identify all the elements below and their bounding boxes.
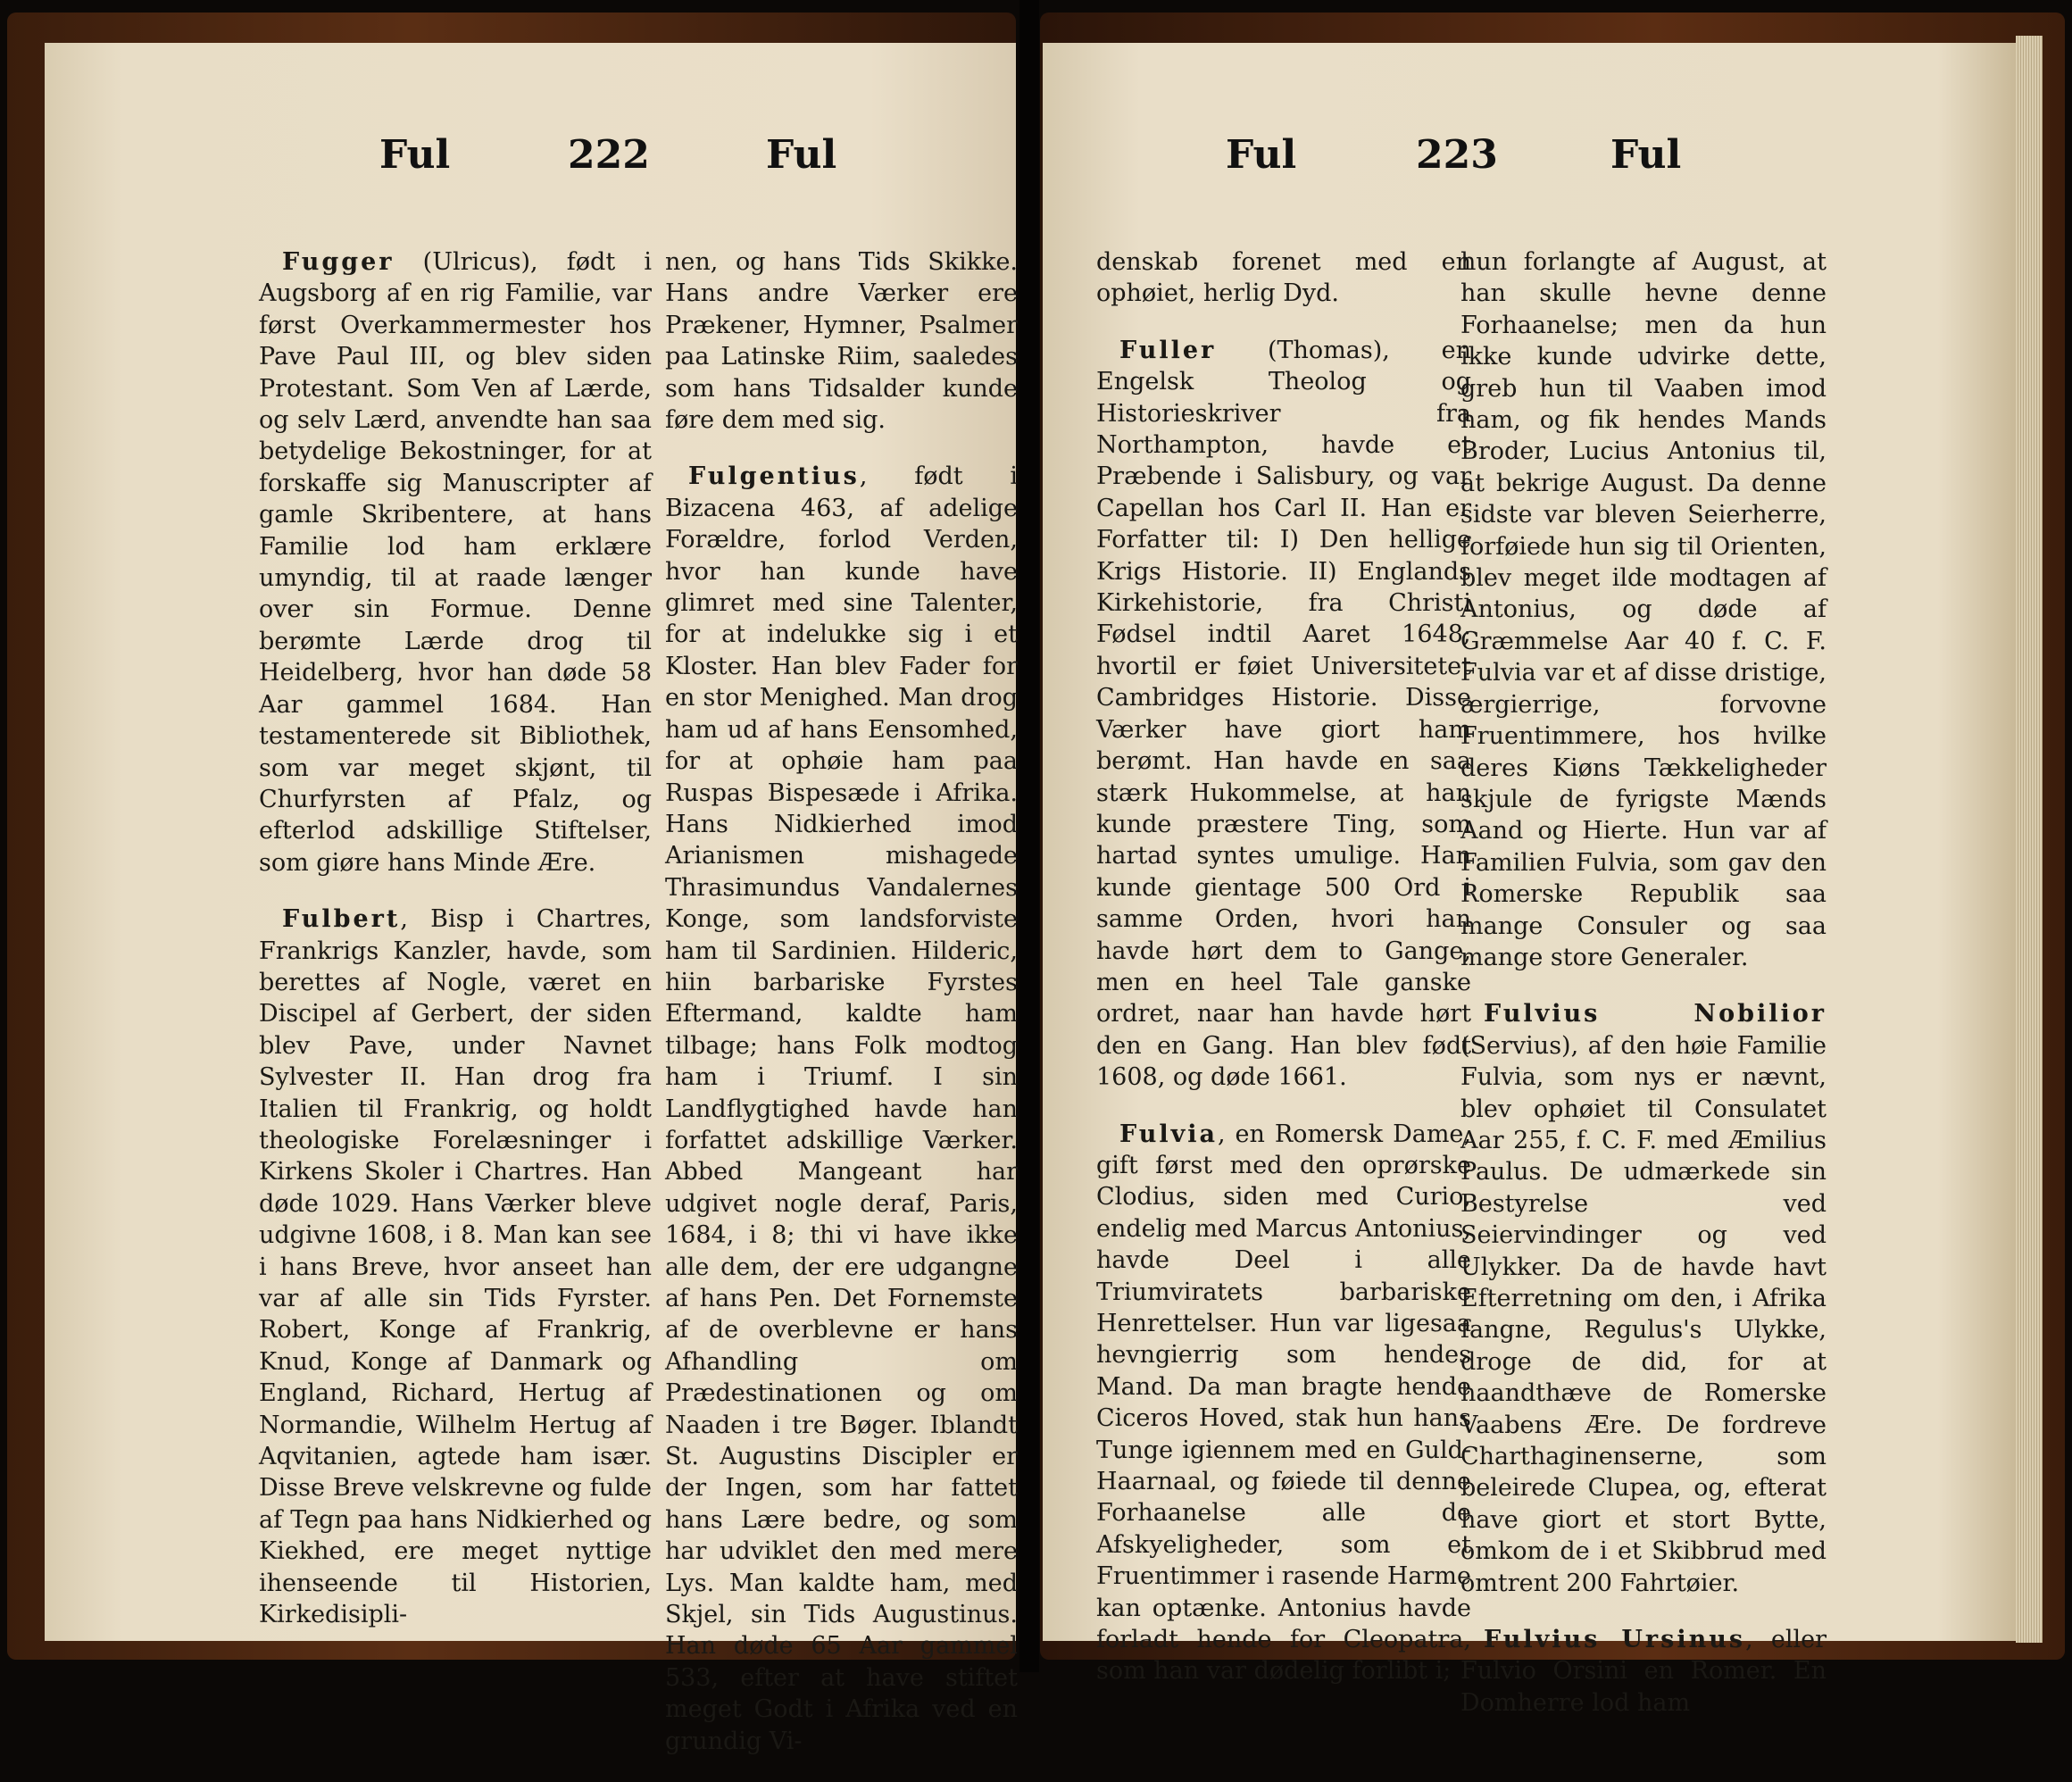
- dictionary-entry: [665, 461, 1018, 1757]
- dictionary-entry: [1096, 1119, 1471, 1687]
- entry-text: (Ulricus), født i Augsborg af en rig Familie, var først Overkammermester hos Pave Paul III, og blev siden Protestant. Som Ven af Lærde, og selv Lærd, anvendte han saa betydelige Bekostninger, for at forskaffe sig Manuscripter af gamle Skribentere, at hans Familie lod ham erklære umyndig, til at raade længer over sin Formue. Denne berømte Lærde drog til Heidelberg, hvor han døde 58 Aar gammel 1684. Han testamenterede sit Bibliothek, som var meget skjønt, til Churfyrsten af Pfalz, og efterlod adskillige Stiftelser, som giøre hans Minde Ære.: [259, 248, 652, 877]
- entry-text: hun forlangte af August, at han skulle hevne denne Forhaanelse; men da hun ikke kunde udvirke dette, greb hun til Vaaben imod ham, og fik hendes Mands Broder, Lucius Antonius til, at bekrige August. Da denne sidste var bleven Seierherre, forføiede hun sig til Orienten, blev meget ilde modtagen af Antonius, og døde af Græmmelse Aar 40 f. C. F. Fulvia var et af disse dristige, ærgierrige, forvovne Fruentimmere, hos hvilke deres Kiøns Tækkeligheder skjule de fyrigste Mænds Aand og Hierte. Hun var af Familien Fulvia, som gav den Romerske Republik saa mange Consuler og saa mange store Generaler.: [1460, 248, 1827, 971]
- left-header-left-word: Ful: [379, 132, 451, 178]
- entry-text: , født i Bizacena 463, af adelige Forældre, forlod Verden, hvor han kunde have glimret med sine Talenter, for at indelukke sig i et Kloster. Han blev Fader for en stor Menighed. Man drog ham ud af hans Eensomhed, for at ophøie ham paa Ruspas Bispesæde i Afrika. Hans Nidkierhed imod Arianismen mishagede Thrasimundus Vandalernes Konge, som landsforviste ham til Sardinien. Hilderic, hiin barbariske Fyrstes Eftermand, kaldte ham tilbage; hans Folk modtog ham i Triumf. I sin Landflygtighed havde han forfattet adskillige Værker. Abbed Mangeant har udgivet nogle deraf, Paris, 1684, i 8; thi vi have ikke alle dem, der ere udgangne af hans Pen. Det Fornemste af de overblevne er hans Afhandling om Prædestinationen og om Naaden i tre Bøger. Iblandt St. Augustins Discipler er der Ingen, som har fattet hans Lære bedre, og som har udviklet den med mere Lys. Man kaldte ham, med Skjel, sin Tids Augustinus. Han døde 65 Aar gammel 533, efter at have stiftet meget Godt i Afrika ved en grundig Vi-: [665, 462, 1018, 1755]
- dictionary-entry: [1096, 335, 1471, 1094]
- right-page: [1043, 43, 2016, 1717]
- left-page-header: [45, 132, 1016, 204]
- right-page-column-1: [1096, 246, 1471, 1712]
- left-header-right-word: Ful: [766, 132, 837, 178]
- dictionary-entry: [259, 246, 652, 879]
- entry-headword: Fuller: [1119, 336, 1217, 364]
- dictionary-entry: [1460, 998, 1827, 1599]
- left-page: [45, 43, 1018, 1755]
- right-page-header: [1043, 132, 2016, 204]
- entry-headword: Fulvius Nobilior: [1484, 1000, 1827, 1028]
- entry-headword: Fulvius Ursinus: [1484, 1626, 1746, 1654]
- left-page-column-2: [665, 246, 1018, 1782]
- entry-headword: Fulvia: [1119, 1120, 1219, 1148]
- right-page-number: 223: [1416, 132, 1498, 178]
- entry-headword: Fulbert: [282, 905, 401, 934]
- entry-text: (Thomas), en Engelsk Theolog og Historieskriver fra Northampton, havde et Præbende i Salisbury, og var Capellan hos Carl II. Han er Forfatter til: I) Den hellige Krigs Historie. II) Englands Kirkehistorie, fra Christi Fødsel indtil Aaret 1648; hvortil er føiet Universitetet Cambridges Historie. Disse Værker have giort ham berømt. Han havde en saa stærk Hukommelse, at han kunde præstere Ting, som hartad syntes umulige. Han kunde gientage 500 Ord i samme Orden, hvori han havde hørt dem to Gange, men en heel Tale ganske ordret, naar han havde hørt den en Gang. Han blev født 1608, og døde 1661.: [1096, 336, 1471, 1092]
- book-gutter: [1019, 0, 1039, 1672]
- left-page-number: 222: [568, 132, 650, 178]
- entry-text: , eller Fulvio Orsini en Romer. En Domherre lod ham: [1460, 1626, 1827, 1717]
- entry-text: (Servius), af den høie Familie Fulvia, som nys er nævnt, blev ophøiet til Consulatet Aar 255, f. C. F. med Æmilius Paulus. De udmærkede sin Bestyrelse ved Seiervindinger og ved Ulykker. Da de havde havt Efterretning om den, i Afrika fangne, Regulus's Ulykke, droge de did, for at haandthæve de Romerske Vaabens Ære. De fordreve Charthaginenserne, som beleirede Clupea, og, efterat have giort et stort Bytte, omkom de i et Skibbrud med omtrent 200 Fahrtøier.: [1460, 1031, 1827, 1597]
- entry-headword: Fugger: [282, 248, 395, 276]
- dictionary-entry: [665, 246, 1018, 436]
- entry-headword: Fulgentius: [688, 462, 860, 491]
- right-header-left-word: Ful: [1226, 132, 1297, 178]
- left-page-column-1: [259, 246, 652, 1655]
- entry-text: nen, og hans Tids Skikke. Hans andre Værker ere Prækener, Hymner, Psalmer paa Latinske Riim, saaledes som hans Tidsalder kunde føre dem med sig.: [665, 248, 1018, 435]
- dictionary-entry: [1460, 246, 1827, 973]
- page-edges: [2016, 36, 2043, 1643]
- dictionary-entry: [1096, 246, 1471, 310]
- right-page-column-2: [1460, 246, 1827, 1744]
- entry-text: denskab forenet med en ophøiet, herlig Dyd.: [1096, 248, 1471, 308]
- dictionary-entry: [259, 903, 652, 1630]
- right-header-right-word: Ful: [1610, 132, 1682, 178]
- dictionary-entry: [1460, 1624, 1827, 1719]
- entry-text: , en Romersk Dame, gift først med den oprørske Clodius, siden med Curio, endelig med Marcus Antonius, havde Deel i alle Triumviratets barbariske Henrettelser. Hun var ligesaa hevngierrig som hendes Mand. Da man bragte hende Ciceros Hoved, stak hun hans Tunge igiennem med en Guld-Haarnaal, og føiede til denne Forhaanelse alle de Afskyeligheder, som et Fruentimmer i rasende Harme kan optænke. Antonius havde forladt hende for Cleopatra, som han var dødelig forlibt i;: [1096, 1120, 1471, 1686]
- entry-text: , Bisp i Chartres, Frankrigs Kanzler, havde, som berettes af Nogle, været en Discipel af Gerbert, der siden blev Pave, under Navnet Sylvester II. Han drog fra Italien til Frankrig, og holdt theologiske Forelæsninger i Kirkens Skoler i Chartres. Han døde 1029. Hans Værker bleve udgivne 1608, i 8. Man kan see i hans Breve, hvor anseet han var af alle sin Tids Fyrster. Robert, Konge af Frankrig, Knud, Konge af Danmark og England, Richard, Hertug af Normandie, Wilhelm Hertug af Aqvitanien, agtede ham især. Disse Breve velskrevne og fulde af Tegn paa hans Nidkierhed og Kiekhed, ere meget nyttige ihenseende til Historien, Kirkedisipli-: [259, 905, 652, 1629]
